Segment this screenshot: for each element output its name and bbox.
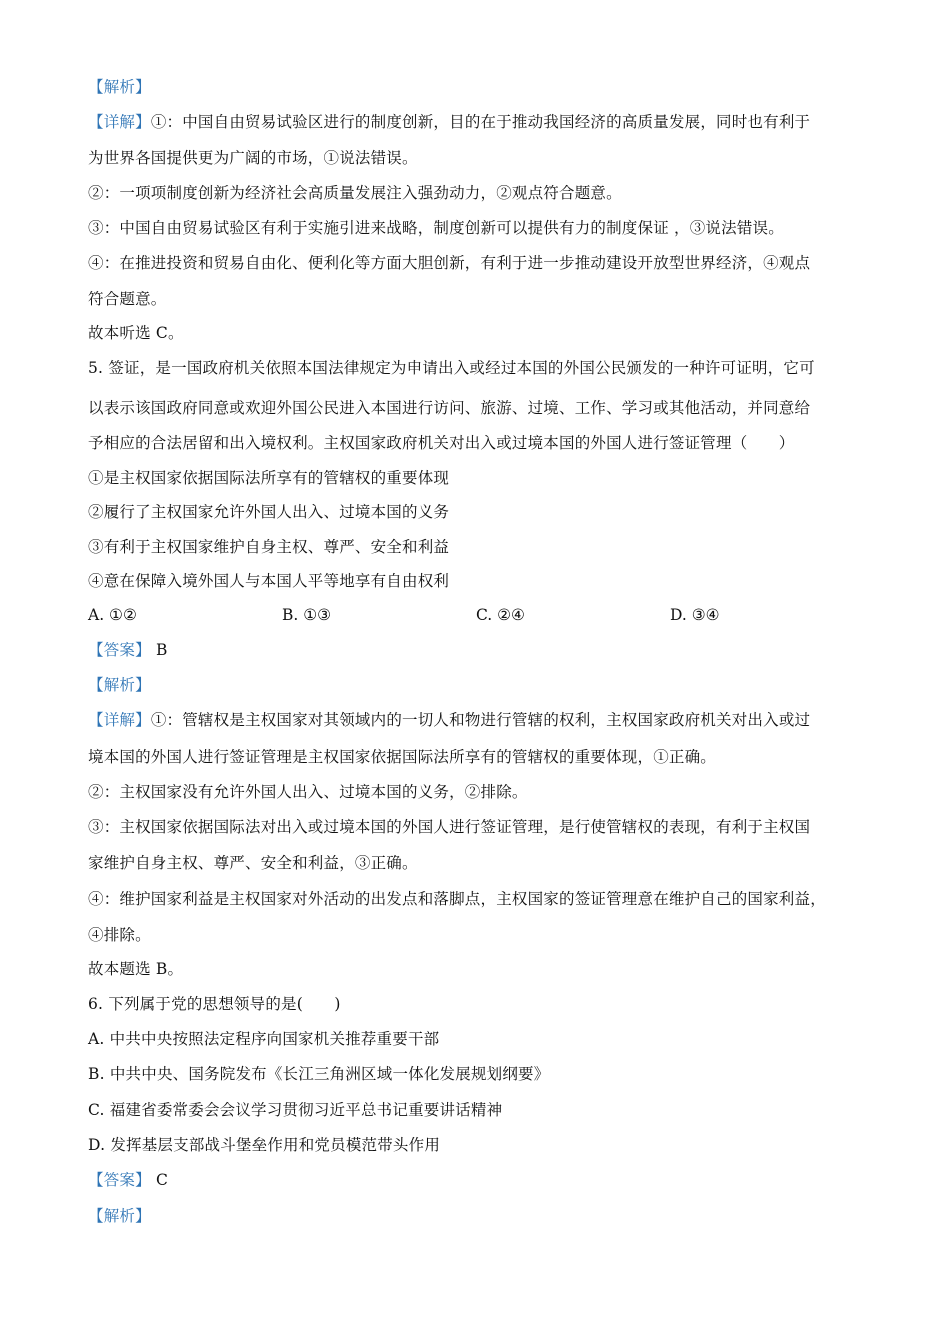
- question-5-stem: 以表示该国政府同意或欢迎外国公民进入本国进行访问、旅游、过境、工作、学习或其他活动，并同意给: [88, 399, 811, 417]
- detail-line: [88, 111, 868, 133]
- detail-line: 为世界各国提供更为广阔的市场，①说法错误。: [88, 149, 418, 167]
- detail-text: ①：中国自由贸易试验区进行的制度创新，目的在于推动我国经济的高质量发展，同时也有利于: [150, 113, 811, 131]
- detail-line: ④：在推进投资和贸易自由化、便利化等方面大胆创新，有利于进一步推动建设开放型世界经济，④观点: [88, 254, 811, 272]
- answer-tag: 【答案】: [88, 1171, 151, 1189]
- detail-line: ②：主权国家没有允许外国人出入、过境本国的义务，②排除。: [88, 783, 528, 801]
- answer-value: C: [155, 1171, 169, 1189]
- conclusion-line: 故本听选 C。: [88, 324, 184, 342]
- option-b: B. 中共中央、国务院发布《长江三角洲区域一体化发展规划纲要》: [88, 1065, 550, 1083]
- statement-4: ④意在保障入境外国人与本国人平等地享有自由权利: [88, 572, 450, 590]
- detail-line: [88, 709, 868, 731]
- detail-tag: 【详解】: [88, 113, 151, 131]
- analysis-tag: 【解析】: [88, 78, 151, 96]
- detail-line: 符合题意。: [88, 290, 167, 308]
- answer-tag: 【答案】: [88, 641, 151, 659]
- detail-line: ④：维护国家利益是主权国家对外活动的出发点和落脚点，主权国家的签证管理意在维护自己的国家利益，: [88, 890, 826, 908]
- answer-line: [88, 1169, 868, 1191]
- question-5-stem: 予相应的合法居留和出入境权利。主权国家政府机关对出入或过境本国的外国人进行签证管理（ ）: [88, 434, 795, 452]
- answer-value: B: [155, 641, 168, 659]
- statement-2: ②履行了主权国家允许外国人出入、过境本国的义务: [88, 503, 450, 521]
- detail-tag: 【详解】: [88, 711, 151, 729]
- detail-text: ①：管辖权是主权国家对其领域内的一切人和物进行管辖的权利，主权国家政府机关对出入或过: [150, 711, 811, 729]
- statement-1: ①是主权国家依据国际法所享有的管辖权的重要体现: [88, 469, 450, 487]
- option-b: B. ①③: [282, 606, 332, 624]
- analysis-tag: 【解析】: [88, 1207, 151, 1225]
- detail-line: ②：一项项制度创新为经济社会高质量发展注入强劲动力，②观点符合题意。: [88, 184, 622, 202]
- option-d: D. ③④: [670, 606, 720, 624]
- detail-line: 境本国的外国人进行签证管理是主权国家依据国际法所享有的管辖权的重要体现，①正确。: [88, 748, 717, 766]
- option-c: C. 福建省委常委会会议学习贯彻习近平总书记重要讲话精神: [88, 1101, 503, 1119]
- detail-line: ③：主权国家依据国际法对出入或过境本国的外国人进行签证管理，是行使管辖权的表现，有利于主权国: [88, 818, 811, 836]
- option-a: A. 中共中央按照法定程序向国家机关推荐重要干部: [88, 1030, 440, 1048]
- analysis-tag: 【解析】: [88, 676, 151, 694]
- detail-line: 家维护自身主权、尊严、安全和利益，③正确。: [88, 854, 418, 872]
- answer-line: [88, 639, 868, 661]
- conclusion-line: 故本题选 B。: [88, 960, 184, 978]
- option-c: C. ②④: [476, 606, 525, 624]
- statement-3: ③有利于主权国家维护自身主权、尊严、安全和利益: [88, 538, 450, 556]
- question-6-stem: 6. 下列属于党的思想领导的是( ): [88, 995, 341, 1013]
- option-d: D. 发挥基层支部战斗堡垒作用和党员模范带头作用: [88, 1136, 441, 1154]
- option-a: A. ①②: [88, 606, 137, 624]
- question-5-stem: 5. 签证，是一国政府机关依照本国法律规定为申请出入或经过本国的外国公民颁发的一种许可证明，它可: [88, 359, 815, 377]
- detail-line: ③：中国自由贸易试验区有利于实施引进来战略，制度创新可以提供有力的制度保证 ，③说法错误。: [88, 219, 784, 237]
- detail-line: ④排除。: [88, 926, 151, 944]
